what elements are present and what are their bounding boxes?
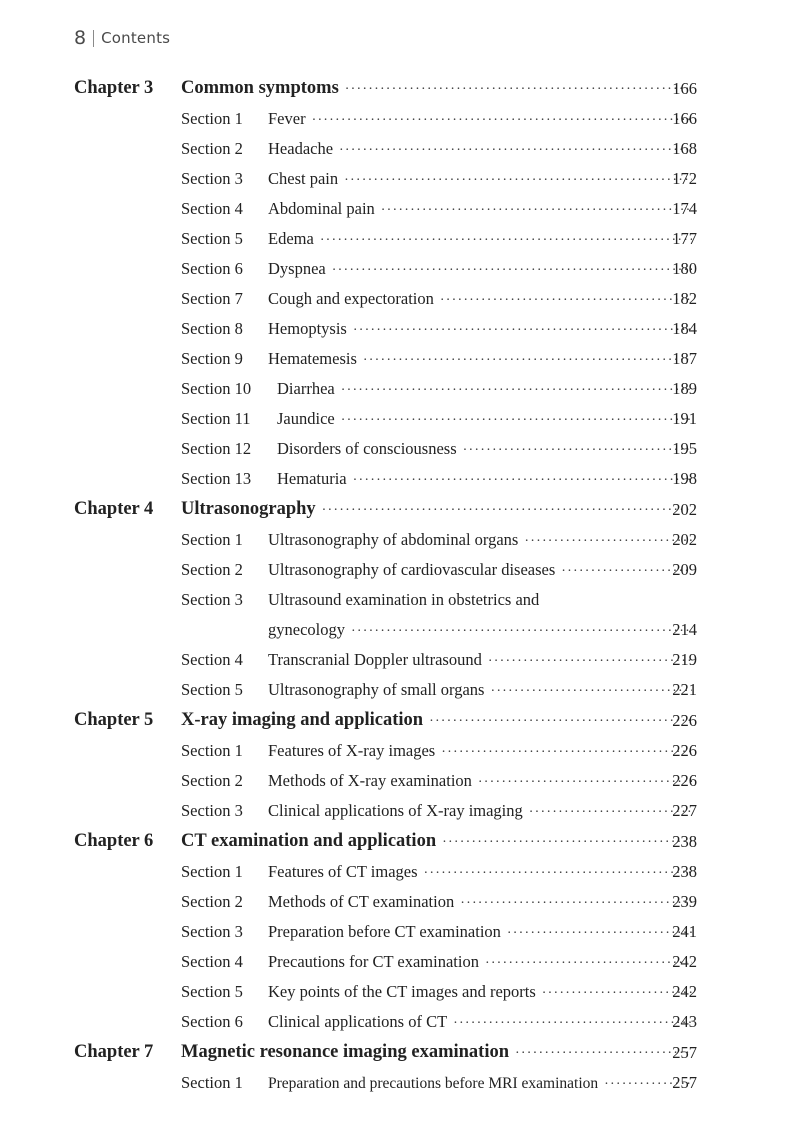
toc-section-row[interactable] <box>0 103 800 133</box>
section-label: Section 3 <box>181 801 243 820</box>
chapter-title: Magnetic resonance imaging examination <box>181 1042 510 1062</box>
page-ref: 242 <box>672 982 697 1001</box>
toc-chapter-row[interactable] <box>0 72 800 103</box>
page-ref: 242 <box>672 952 697 971</box>
section-title: Transcranial Doppler ultrasound <box>268 650 482 669</box>
page-ref: 198 <box>672 469 697 488</box>
toc-section-row[interactable] <box>0 614 800 644</box>
page-ref: 202 <box>672 500 697 519</box>
toc-entry <box>268 199 692 219</box>
section-title: Methods of X-ray examination <box>268 771 472 790</box>
dot-leader <box>353 473 692 489</box>
section-title: Diarrhea <box>277 379 335 398</box>
section-label: Section 3 <box>181 169 243 188</box>
section-label: Section 6 <box>181 1012 243 1031</box>
dot-leader <box>441 745 692 761</box>
section-label: Section 13 <box>181 469 252 488</box>
toc-entry <box>181 1042 692 1063</box>
dot-leader <box>440 293 692 309</box>
toc-entry <box>268 590 692 610</box>
toc-section-row[interactable] <box>0 373 800 403</box>
section-label: Section 3 <box>181 590 243 609</box>
section-title: gynecology <box>268 620 345 639</box>
chapter-label: Chapter 5 <box>74 710 154 730</box>
toc-entry <box>268 922 692 942</box>
section-label: Section 1 <box>181 862 243 881</box>
section-title: Cough and expectoration <box>268 289 434 308</box>
dot-leader <box>322 503 692 519</box>
dot-leader <box>351 624 692 640</box>
toc-section-row[interactable] <box>0 554 800 584</box>
toc-entry <box>268 139 692 159</box>
page-ref: 239 <box>672 892 697 911</box>
page-ref: 180 <box>672 259 697 278</box>
section-title: Ultrasonography of cardiovascular diseases <box>268 560 556 579</box>
dot-leader <box>332 263 692 279</box>
table-of-contents <box>0 72 800 1097</box>
page-ref: 184 <box>672 319 697 338</box>
dot-leader <box>344 173 692 189</box>
toc-section-row[interactable] <box>0 735 800 765</box>
section-title: Hematuria <box>277 469 347 488</box>
dot-leader <box>320 233 692 249</box>
page-ref: 238 <box>672 832 697 851</box>
toc-section-row[interactable] <box>0 253 800 283</box>
toc-section-row[interactable] <box>0 403 800 433</box>
toc-entry <box>268 289 692 309</box>
section-title: Abdominal pain <box>268 199 375 218</box>
page-ref: 219 <box>672 650 697 669</box>
toc-section-row[interactable] <box>0 886 800 916</box>
page-ref: 241 <box>672 922 697 941</box>
section-label: Section 5 <box>181 680 243 699</box>
section-title: Chest pain <box>268 169 339 188</box>
toc-section-row[interactable] <box>0 163 800 193</box>
toc-entry <box>181 710 692 731</box>
page-ref: 226 <box>672 741 697 760</box>
toc-entry <box>268 650 692 670</box>
toc-entry <box>268 560 692 580</box>
page-ref: 214 <box>672 620 697 639</box>
toc-entry <box>268 982 692 1002</box>
toc-entry <box>268 1012 692 1032</box>
section-title: Hematemesis <box>268 349 357 368</box>
toc-entry <box>268 952 692 972</box>
page-ref: 189 <box>672 379 697 398</box>
toc-entry <box>268 259 692 279</box>
section-title: Fever <box>268 109 306 128</box>
toc-entry <box>277 379 692 399</box>
section-title: Jaundice <box>277 409 335 428</box>
toc-section-row[interactable] <box>0 946 800 976</box>
page-ref: 257 <box>672 1043 697 1062</box>
toc-entry <box>268 680 692 700</box>
section-title: Disorders of consciousness <box>277 439 457 458</box>
toc-chapter-row[interactable] <box>0 704 800 735</box>
toc-entry <box>268 741 692 761</box>
toc-chapter-row[interactable] <box>0 1036 800 1067</box>
toc-entry <box>277 469 692 489</box>
section-label: Section 4 <box>181 199 243 218</box>
page-ref: 221 <box>672 680 697 699</box>
chapter-title: Common symptoms <box>181 78 339 98</box>
section-label: Section 1 <box>181 109 243 128</box>
section-title: Methods of CT examination <box>268 892 455 911</box>
toc-entry <box>268 892 692 912</box>
toc-entry <box>181 831 692 852</box>
section-title: Clinical applications of CT <box>268 1012 448 1031</box>
chapter-label: Chapter 6 <box>74 831 154 851</box>
section-title: Clinical applications of X-ray imaging <box>268 801 523 820</box>
section-label: Section 9 <box>181 349 243 368</box>
section-label: Section 2 <box>181 139 243 158</box>
dot-leader <box>424 866 692 882</box>
section-label: Section 4 <box>181 952 243 971</box>
section-label: Section 4 <box>181 650 243 669</box>
toc-entry <box>268 109 692 129</box>
section-title: Features of X-ray images <box>268 741 436 760</box>
section-label: Section 6 <box>181 259 243 278</box>
toc-entry <box>268 1075 692 1093</box>
dot-leader <box>312 113 692 129</box>
section-label: Section 2 <box>181 892 243 911</box>
section-title: Headache <box>268 139 334 158</box>
dot-leader <box>345 82 692 98</box>
toc-entry <box>268 862 692 882</box>
toc-section-row[interactable] <box>0 524 800 554</box>
dot-leader <box>353 323 692 339</box>
toc-section-row[interactable] <box>0 976 800 1006</box>
toc-entry <box>268 530 692 550</box>
chapter-title: X-ray imaging and application <box>181 710 424 730</box>
page-ref: 168 <box>672 139 697 158</box>
toc-section-row[interactable] <box>0 916 800 946</box>
page-number: 8 <box>74 27 87 49</box>
page-ref: 226 <box>672 711 697 730</box>
toc-entry <box>268 169 692 189</box>
page-ref: 195 <box>672 439 697 458</box>
section-label: Section 1 <box>181 1073 243 1092</box>
section-label: Section 8 <box>181 319 243 338</box>
section-label: Section 11 <box>181 409 251 428</box>
section-label: Section 3 <box>181 922 243 941</box>
dot-leader <box>381 203 692 219</box>
section-label: Section 10 <box>181 379 252 398</box>
toc-section-row[interactable] <box>0 193 800 223</box>
page-ref: 257 <box>672 1073 697 1092</box>
section-label: Section 2 <box>181 560 243 579</box>
dot-leader <box>442 835 692 851</box>
section-title: Dyspnea <box>268 259 326 278</box>
section-title: Preparation before CT examination <box>268 922 501 941</box>
toc-entry <box>181 499 692 520</box>
toc-entry <box>268 771 692 791</box>
header-divider <box>93 30 94 47</box>
dot-leader <box>339 143 692 159</box>
section-label: Section 5 <box>181 982 243 1001</box>
section-label: Section 5 <box>181 229 243 248</box>
page-ref: 238 <box>672 862 697 881</box>
toc-entry <box>268 620 692 640</box>
section-title: Hemoptysis <box>268 319 347 338</box>
toc-section-row[interactable] <box>0 795 800 825</box>
toc-chapter-row[interactable] <box>0 825 800 856</box>
page-ref: 177 <box>672 229 697 248</box>
section-title: Ultrasound examination in obstetrics and <box>268 590 540 609</box>
toc-section-row[interactable] <box>0 856 800 886</box>
page-ref: 191 <box>672 409 697 428</box>
page-ref: 202 <box>672 530 697 549</box>
section-title: Features of CT images <box>268 862 418 881</box>
page-ref: 226 <box>672 771 697 790</box>
section-title: Ultrasonography of small organs <box>268 680 485 699</box>
toc-chapter-row[interactable] <box>0 493 800 524</box>
toc-section-row[interactable] <box>0 463 800 493</box>
section-title: Precautions for CT examination <box>268 952 479 971</box>
section-title: Ultrasonography of abdominal organs <box>268 530 519 549</box>
section-label: Section 12 <box>181 439 252 458</box>
chapter-label: Chapter 3 <box>74 78 154 98</box>
toc-entry <box>268 229 692 249</box>
header-title: Contents <box>101 29 171 47</box>
toc-section-row[interactable] <box>0 1067 800 1097</box>
toc-entry <box>277 439 692 459</box>
dot-leader <box>341 413 692 429</box>
toc-section-row[interactable] <box>0 584 800 614</box>
section-title: Edema <box>268 229 314 248</box>
toc-section-row[interactable] <box>0 313 800 343</box>
section-title: Key points of the CT images and reports <box>268 982 536 1001</box>
section-label: Section 2 <box>181 771 243 790</box>
section-title: Preparation and precautions before MRI examination <box>268 1075 599 1092</box>
chapter-title: CT examination and application <box>181 831 437 851</box>
page-ref: 182 <box>672 289 697 308</box>
toc-section-row[interactable] <box>0 343 800 373</box>
page-ref: 172 <box>672 169 697 188</box>
page-header <box>74 26 170 50</box>
page-ref: 166 <box>672 109 697 128</box>
toc-section-row[interactable] <box>0 223 800 253</box>
section-label: Section 1 <box>181 530 243 549</box>
chapter-title: Ultrasonography <box>181 499 316 519</box>
dot-leader <box>429 714 692 730</box>
dot-leader <box>341 383 692 399</box>
dot-leader <box>363 353 692 369</box>
toc-section-row[interactable] <box>0 1006 800 1036</box>
section-label: Section 7 <box>181 289 243 308</box>
page-ref: 174 <box>672 199 697 218</box>
toc-section-row[interactable] <box>0 133 800 163</box>
chapter-label: Chapter 4 <box>74 499 154 519</box>
toc-entry <box>268 319 692 339</box>
toc-section-row[interactable] <box>0 433 800 463</box>
toc-section-row[interactable] <box>0 674 800 704</box>
page-ref: 209 <box>672 560 697 579</box>
toc-section-row[interactable] <box>0 644 800 674</box>
page-ref: 243 <box>672 1012 697 1031</box>
page-ref: 166 <box>672 79 697 98</box>
page-ref: 187 <box>672 349 697 368</box>
toc-section-row[interactable] <box>0 765 800 795</box>
section-label: Section 1 <box>181 741 243 760</box>
toc-entry <box>181 78 692 99</box>
toc-entry <box>268 801 692 821</box>
toc-entry <box>277 409 692 429</box>
chapter-label: Chapter 7 <box>74 1042 154 1062</box>
page-ref: 227 <box>672 801 697 820</box>
toc-section-row[interactable] <box>0 283 800 313</box>
toc-entry <box>268 349 692 369</box>
